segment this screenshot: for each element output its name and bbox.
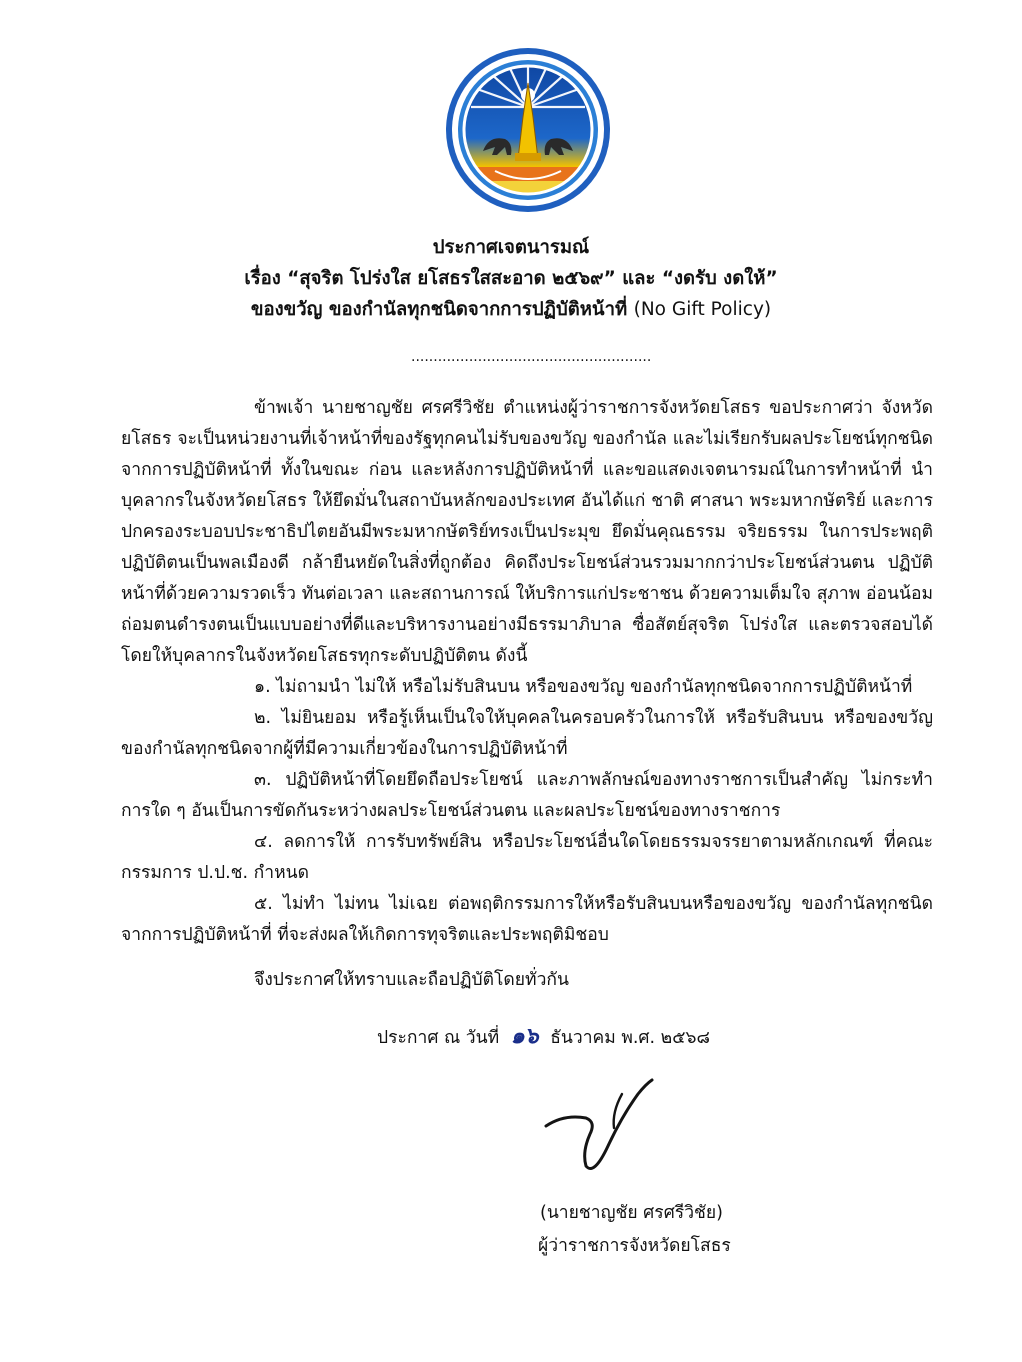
provincial-seal-logo [445, 47, 611, 213]
title-line-3-latin: (No Gift Policy) [633, 299, 772, 320]
date-day: ๑๖ [510, 1023, 539, 1049]
list-item-3: ๓. ปฏิบัติหน้าที่โดยยึดถือประโยชน์ และภาพลักษณ์ของทางราชการเป็นสำคัญ ไม่กระทำการใด ๆ อันเป็นการขัดกันระหว่างผลประโยชน์ส่วนตน และผลประโยชน์ของทางราชการ [121, 770, 933, 821]
provincial-seal-icon [445, 47, 611, 213]
title-line-1: ประกาศเจตนารมณ์ [432, 237, 590, 258]
signer-position: ผู้ว่าราชการจังหวัดยโสธร [538, 1236, 731, 1256]
date-prefix: ประกาศ ณ วันที่ [377, 1028, 500, 1048]
handwritten-signature [536, 1070, 676, 1185]
title-line-3 [0, 294, 1022, 325]
title-line-2: เรื่อง “สุจริต โปร่งใส ยโสธรใสสะอาด ๒๕๖๙” และ “งดรับ งดให้” [244, 268, 778, 289]
date-suffix: ธันวาคม พ.ศ. ๒๕๖๘ [550, 1028, 711, 1048]
signer-name: (นายชาญชัย ศรศรีวิชัย) [540, 1203, 723, 1223]
list-item-2: ๒. ไม่ยินยอม หรือรู้เห็นเป็นใจให้บุคคลในครอบครัวในการให้ หรือรับสินบน หรือของขวัญ ของกำนัลทุกชนิดจากผู้ที่มีความเกี่ยวข้องในการปฏิบัติหน้าที่ [121, 708, 933, 759]
list-item-1: ๑. ไม่ถามนำ ไม่ให้ หรือไม่รับสินบน หรือของขวัญ ของกำนัลทุกชนิดจากการปฏิบัติหน้าที่ [254, 677, 913, 697]
announcement-date [377, 1020, 710, 1054]
intro-paragraph: ข้าพเจ้า นายชาญชัย ศรศรีวิชัย ตำแหน่งผู้ว่าราชการจังหวัดยโสธร ขอประกาศว่า จังหวัดยโสธร จะเป็นหน่วยงานที่เจ้าหน้าที่ของรัฐทุกคนไม่รับของขวัญ ของกำนัล และไม่เรียกรับผลประโยชน์ทุกชนิด จากการปฏิบัติหน้าที่ ทั้งในขณะ ก่อน และหลังการปฏิบัติหน้าที่ และขอแสดงเจตนารมณ์ในการทำหน้าที่ นำบุคลากรในจังหวัดยโสธร ให้ยึดมั่นในสถาบันหลักของประเทศ อันได้แก่ ชาติ ศาสนา พระมหากษัตริย์ และการปกครองระบอบประชาธิปไตยอันมีพระมหากษัตริย์ทรงเป็นประมุข ยึดมั่นคุณธรรม จริยธรรม ในการประพฤติปฏิบัติตนเป็นพลเมืองดี กล้ายืนหยัดในสิ่งที่ถูกต้อง คิดถึงประโยชน์ส่วนรวมมากกว่าประโยชน์ส่วนตน ปฏิบัติหน้าที่ด้วยความรวดเร็ว ทันต่อเวลา และสถานการณ์ ให้บริการแก่ประชาชน ด้วยความเต็มใจ สุภาพ อ่อนน้อมถ่อมตนดำรงตนเป็นแบบอย่างที่ดีและบริหารงานอย่างมีธรรมาภิบาล ซื่อสัตย์สุจริต โปร่งใส และตรวจสอบได้ โดยให้บุคลากรในจังหวัดยโสธรทุกระดับปฏิบัติตน ดังนี้ [121, 398, 933, 666]
announcement-title [0, 232, 1022, 325]
title-separator: ...................................................... [411, 349, 651, 365]
announcement-body [121, 393, 933, 951]
title-line-3-thai: ของขวัญ ของกำนัลทุกชนิดจากการปฏิบัติหน้าที่ [250, 299, 628, 320]
list-item-5: ๕. ไม่ทำ ไม่ทน ไม่เฉย ต่อพฤติกรรมการให้หรือรับสินบนหรือของขวัญ ของกำนัลทุกชนิด จากการปฏิบัติหน้าที่ ที่จะส่งผลให้เกิดการทุจริตและประพฤติมิชอบ [121, 894, 933, 945]
list-item-4: ๔. ลดการให้ การรับทรัพย์สิน หรือประโยชน์อื่นใดโดยธรรมจรรยาตามหลักเกณฑ์ ที่คณะกรรมการ ป.ป.ช. กำหนด [121, 832, 933, 883]
closing-statement: จึงประกาศให้ทราบและถือปฏิบัติโดยทั่วกัน [254, 970, 569, 990]
